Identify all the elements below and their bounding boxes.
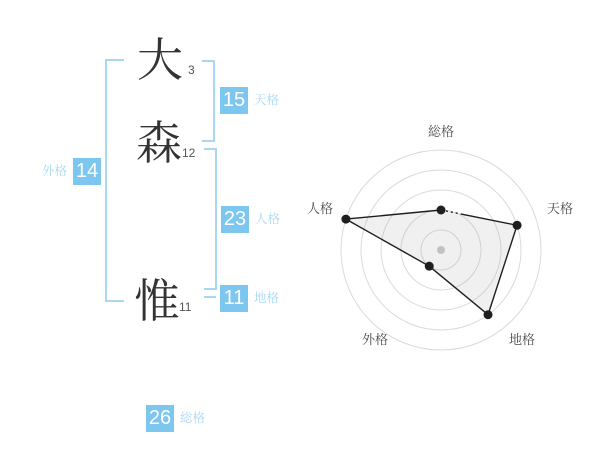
surname-char-2: 森: [136, 117, 182, 169]
radar-axis-label: 天格: [546, 201, 574, 216]
jinkaku-badge: [221, 206, 280, 233]
jinkaku-label: 人格: [255, 212, 281, 227]
tenkaku-bracket: [202, 60, 215, 142]
radar-axis-label: 人格: [306, 201, 334, 216]
radar-chart: [300, 115, 590, 365]
chikaku-label: 地格: [254, 291, 280, 306]
radar-axis-label: 総格: [427, 124, 455, 139]
surname-char-1: 大: [137, 34, 183, 86]
gaikaku-label: 外格: [42, 164, 68, 179]
jinkaku-bracket: [204, 148, 217, 290]
soukaku-value: 26: [146, 405, 174, 432]
stroke-count-3: 11: [179, 300, 192, 314]
gaikaku-value: 14: [73, 158, 101, 185]
radar-point: [425, 262, 434, 271]
radar-point: [341, 215, 350, 224]
soukaku-label: 総格: [180, 411, 206, 426]
jinkaku-value: 23: [221, 206, 249, 233]
gaikaku-badge: [42, 158, 101, 185]
chikaku-badge: [220, 285, 279, 312]
radar-point: [484, 310, 493, 319]
chikaku-tick: [204, 296, 216, 298]
chikaku-value: 11: [220, 285, 248, 312]
radar-point: [437, 206, 446, 215]
radar-center-dot: [437, 246, 445, 254]
stroke-count-1: 3: [188, 63, 195, 77]
given-name-char-1: 惟: [134, 275, 180, 327]
radar-axis-label: 外格: [361, 332, 389, 347]
tenkaku-badge: [220, 87, 279, 114]
tenkaku-label: 天格: [254, 93, 280, 108]
soukaku-badge: [146, 405, 205, 432]
tenkaku-value: 15: [220, 87, 248, 114]
stroke-count-2: 12: [182, 146, 196, 160]
radar-axis-label: 地格: [508, 332, 536, 347]
gaikaku-bracket: [105, 59, 124, 302]
radar-point: [513, 221, 522, 230]
